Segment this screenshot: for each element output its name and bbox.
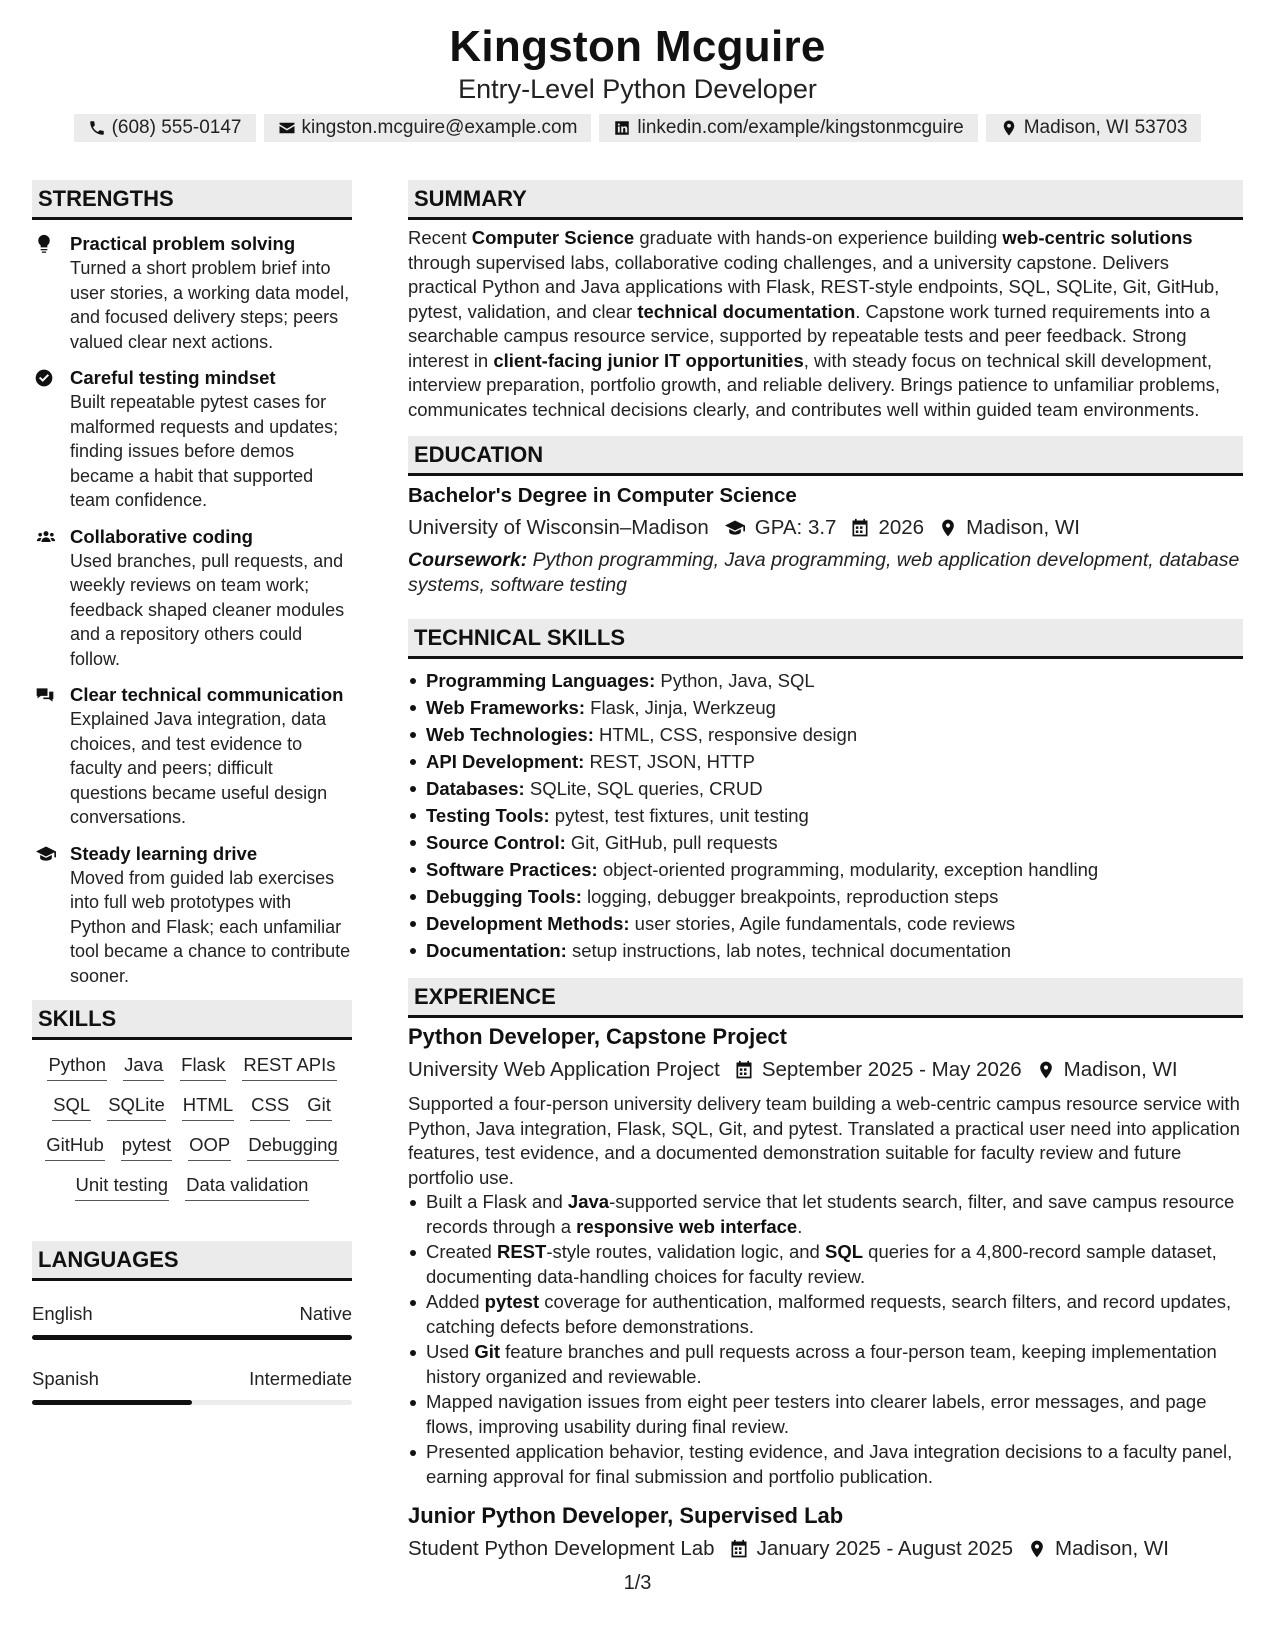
job-dates: January 2025 - August 2025 (756, 1537, 1014, 1560)
skill-tag: CSS (250, 1092, 290, 1121)
language-item (32, 1368, 352, 1405)
candidate-role: Entry-Level Python Developer (458, 74, 817, 104)
calendar-icon (734, 1060, 754, 1080)
skill-tag: OOP (188, 1132, 231, 1161)
graduation-cap-icon (34, 844, 58, 864)
strength-title: Steady learning drive (70, 842, 258, 864)
language-name: English (32, 1303, 93, 1324)
list-item: Databases: SQLite, SQL queries, CRUD (408, 775, 1243, 802)
strength-title: Clear technical communication (70, 684, 344, 705)
strength-desc: Moved from guided lab exercises into full web prototypes with Python and Flask; each unfamiliar tool became a chance to contribute sooner. (70, 867, 351, 986)
degree-title: Bachelor's Degree in Computer Science (408, 484, 797, 507)
languages-heading: LANGUAGES (32, 1241, 352, 1281)
education-meta (408, 516, 1243, 540)
education-heading: EDUCATION (408, 436, 1243, 476)
list-item: Development Methods: user stories, Agile fundamentals, code reviews (408, 910, 1243, 937)
contact-email[interactable] (264, 114, 592, 142)
list-item: Debugging Tools: logging, debugger breakpoints, reproduction steps (408, 883, 1243, 910)
check-circle-icon (34, 368, 54, 388)
job-description: Supported a four-person university delivery team building a web-centric campus resource service with Python, Java integration, Flask, SQL, Git, and pytest. Translated a practical user need into application features, test evidence, and a documented demonstration suitable for faculty review and future portfolio use. (408, 1093, 1240, 1188)
job-title: Junior Python Developer, Supervised Lab (408, 1503, 844, 1528)
language-bar (32, 1400, 352, 1405)
skill-tag: Python (47, 1052, 107, 1081)
envelope-icon (278, 119, 296, 137)
language-bar-fill (32, 1335, 352, 1340)
linkedin-text: linkedin.com/example/kingstonmcguire (637, 117, 964, 138)
list-item: Used Git feature branches and pull requests across a four-person team, keeping implementation history organized and reviewable. (408, 1340, 1243, 1389)
contact-linkedin[interactable] (599, 114, 977, 142)
list-item: Web Technologies: HTML, CSS, responsive design (408, 721, 1243, 748)
contact-bar (0, 114, 1275, 142)
map-pin-icon (938, 518, 958, 538)
list-item: Web Frameworks: Flask, Jinja, Werkzeug (408, 694, 1243, 721)
strength-item (32, 232, 352, 354)
list-item: Source Control: Git, GitHub, pull requests (408, 829, 1243, 856)
list-item: Built a Flask and Java-supported service that let students search, filter, and save campus resource records through a responsive web interface. (408, 1190, 1243, 1239)
skill-tag: Data validation (185, 1172, 309, 1201)
list-item: Presented application behavior, testing evidence, and Java integration decisions to a faculty panel, earning approval for final submission and portfolio publication. (408, 1440, 1243, 1489)
gpa: GPA: 3.7 (754, 516, 837, 539)
strengths-list (32, 232, 352, 988)
calendar-icon (850, 518, 870, 538)
location-text: Madison, WI 53703 (1023, 117, 1188, 138)
skill-tag: GitHub (45, 1132, 105, 1161)
list-item: Documentation: setup instructions, lab notes, technical documentation (408, 937, 1243, 964)
strength-desc: Used branches, pull requests, and weekly reviews on team work; feedback shaped cleaner modules and a repository others could follow. (70, 550, 345, 669)
job-dates: September 2025 - May 2026 (761, 1058, 1022, 1081)
strength-desc: Turned a short problem brief into user stories, a working data model, and focused delivery steps; peers valued clear next actions. (70, 258, 350, 352)
job-location: Madison, WI (1063, 1058, 1178, 1081)
skill-tag: HTML (182, 1092, 234, 1121)
contact-phone[interactable] (74, 114, 256, 142)
comments-icon (34, 685, 56, 705)
technical-skills-list (408, 667, 1243, 964)
list-item: Mapped navigation issues from eight peer testers into clearer labels, error messages, and page flows, improving usability during final review. (408, 1390, 1243, 1439)
job-org: University Web Application Project (408, 1058, 720, 1081)
strength-item (32, 842, 352, 989)
strength-title: Careful testing mindset (70, 367, 276, 388)
skill-tag: Flask (180, 1052, 226, 1081)
strength-title: Practical problem solving (70, 233, 296, 254)
email-text: kingston.mcguire@example.com (301, 117, 578, 138)
map-pin-icon (1027, 1539, 1047, 1559)
skill-tag: REST APIs (242, 1052, 336, 1081)
language-bar-fill (32, 1400, 192, 1405)
skill-tag: SQL (52, 1092, 91, 1121)
calendar-icon (729, 1539, 749, 1559)
phone-icon (88, 119, 106, 137)
skill-tag: Git (306, 1092, 332, 1121)
strength-item (32, 525, 352, 672)
strength-item (32, 366, 352, 513)
school-location: Madison, WI (966, 516, 1080, 539)
list-item: Programming Languages: Python, Java, SQL (408, 667, 1243, 694)
technical-skills-heading: TECHNICAL SKILLS (408, 619, 1243, 659)
linkedin-icon (613, 119, 631, 137)
job-meta (408, 1537, 1243, 1561)
job-meta (408, 1058, 1243, 1082)
graduation-cap-icon (723, 518, 747, 538)
map-pin-icon (1036, 1060, 1056, 1080)
right-column (408, 180, 1243, 1561)
strength-item (32, 683, 352, 830)
list-item: Software Practices: object-oriented programming, modularity, exception handling (408, 856, 1243, 883)
job-bullets (408, 1190, 1243, 1489)
candidate-name: Kingston Mcguire (449, 22, 826, 71)
list-item: Created REST-style routes, validation logic, and SQL queries for a 4,800-record sample dataset, documenting data-handling choices for faculty review. (408, 1240, 1243, 1289)
grad-year: 2026 (878, 516, 925, 539)
skills-tags (32, 1052, 352, 1201)
language-name: Spanish (32, 1368, 99, 1389)
phone-text: (608) 555-0147 (111, 117, 242, 138)
strength-desc: Explained Java integration, data choices, and test evidence to faculty and peers; difficult questions became useful design conversations. (70, 709, 328, 827)
skill-tag: Java (123, 1052, 164, 1081)
job-location: Madison, WI (1055, 1537, 1169, 1560)
job-org: Student Python Development Lab (408, 1537, 715, 1560)
map-pin-icon (1000, 119, 1018, 137)
list-item: Added pytest coverage for authentication, malformed requests, search filters, and record updates, catching defects before demonstrations. (408, 1290, 1243, 1339)
skills-heading: SKILLS (32, 1000, 352, 1040)
coursework: Coursework: Python programming, Java programming, web application development, database systems, software testing (408, 549, 1240, 596)
contact-location (986, 114, 1202, 142)
summary-heading: SUMMARY (408, 180, 1243, 220)
users-icon (34, 527, 58, 547)
left-column (32, 180, 352, 1405)
language-item (32, 1303, 352, 1340)
job-title: Python Developer, Capstone Project (408, 1024, 787, 1049)
strength-title: Collaborative coding (70, 525, 253, 547)
summary-text: Recent Computer Science graduate with hands-on experience building web-centric solutions through supervised labs, collaborative coding challenges, and a university capstone. Delivers practical Python and Java applications with Flask, REST-style endpoints, SQL, SQLite, Git, GitHub, pytest, validation, and clear technical documentation. Capstone work turned requirements into a searchable campus resource service, supported by repeatable tests and peer feedback. Strong interest in client-facing junior IT opportunities, with steady focus on technical skill development, interview preparation, portfolio growth, and reliable delivery. Brings patience to unfamiliar problems, communicates technical decisions clearly, and contributes well within guided team environments. (408, 227, 1221, 420)
lightbulb-icon (34, 234, 54, 254)
strength-desc: Built repeatable pytest cases for malformed requests and updates; finding issues before demos became a habit that supported team confidence. (70, 392, 339, 510)
skill-tag: SQLite (107, 1092, 166, 1121)
list-item: Testing Tools: pytest, test fixtures, unit testing (408, 802, 1243, 829)
skill-tag: Debugging (247, 1132, 339, 1161)
language-level: Native (299, 1303, 352, 1324)
skill-tag: pytest (121, 1132, 172, 1161)
skill-tag: Unit testing (75, 1172, 170, 1201)
list-item: API Development: REST, JSON, HTTP (408, 748, 1243, 775)
language-bar (32, 1335, 352, 1340)
experience-heading: EXPERIENCE (408, 978, 1243, 1018)
strengths-heading: STRENGTHS (32, 180, 352, 220)
school-name: University of Wisconsin–Madison (408, 516, 709, 539)
language-level: Intermediate (249, 1368, 352, 1389)
page-number: 1/3 (623, 1572, 652, 1594)
